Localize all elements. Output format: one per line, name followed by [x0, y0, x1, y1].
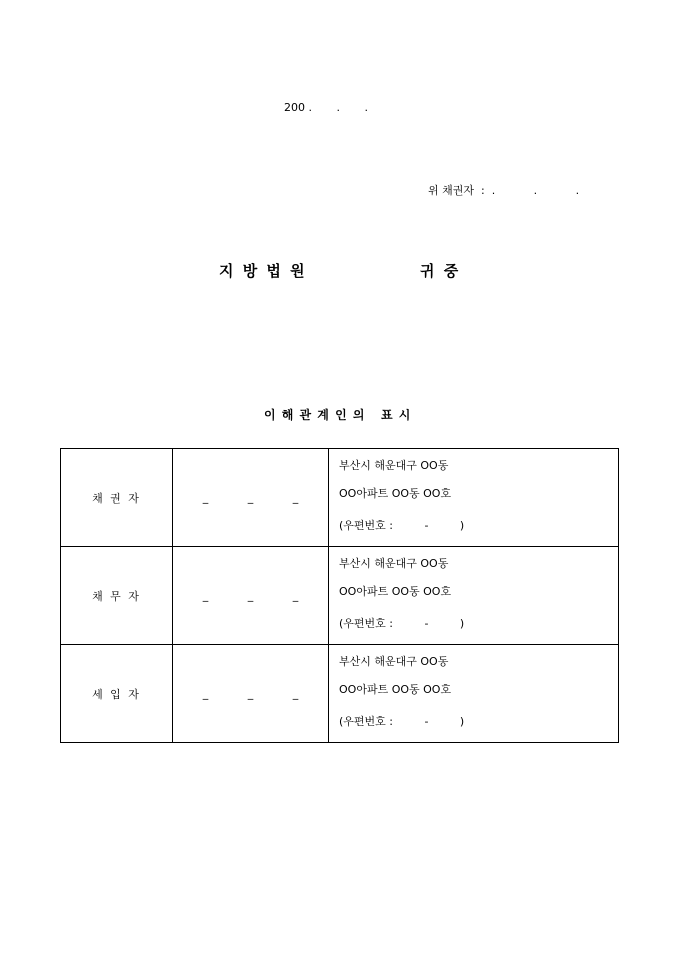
id-number-placeholder: [183, 687, 318, 700]
id-dash: _: [247, 491, 254, 504]
address-line1: 부산시 해운대구 OO동: [339, 458, 449, 472]
postal-code-line: (우편번호 : - ): [339, 714, 465, 728]
address-cell: [329, 547, 619, 645]
address-line2: OO아파트 OO동 OO호: [339, 682, 452, 696]
id-dash: _: [292, 589, 299, 602]
id-number-cell: [173, 645, 329, 743]
address-line1: 부산시 해운대구 OO동: [339, 654, 449, 668]
id-number-placeholder: [183, 589, 318, 602]
role-label: 채 무 자: [92, 589, 141, 603]
role-cell: [61, 449, 173, 547]
id-dash: _: [292, 687, 299, 700]
postal-code-line: (우편번호 : - ): [339, 518, 465, 532]
role-cell: [61, 547, 173, 645]
address-line1: 부산시 해운대구 OO동: [339, 556, 449, 570]
interested-parties-table: [60, 448, 619, 743]
address-line2: OO아파트 OO동 OO호: [339, 486, 452, 500]
postal-code-line: (우편번호 : - ): [339, 616, 465, 630]
creditor-signature-line: 위 채권자 : . . .: [428, 184, 580, 197]
role-label: 세 입 자: [92, 687, 141, 701]
id-dash: _: [202, 589, 209, 602]
id-dash: _: [292, 491, 299, 504]
id-dash: _: [202, 687, 209, 700]
role-label: 채 권 자: [92, 491, 141, 505]
id-number-placeholder: [183, 491, 318, 504]
id-number-cell: [173, 449, 329, 547]
table-row-creditor: [61, 449, 619, 547]
table-row-debtor: [61, 547, 619, 645]
role-cell: [61, 645, 173, 743]
table-row-tenant: [61, 645, 619, 743]
id-number-cell: [173, 547, 329, 645]
id-dash: _: [202, 491, 209, 504]
address-cell: [329, 645, 619, 743]
court-addressee-suffix: 귀 중: [420, 262, 461, 280]
court-name: 지 방 법 원: [219, 262, 307, 280]
section-title: 이 해 관 계 인 의 표 시: [264, 408, 412, 422]
id-dash: _: [247, 589, 254, 602]
address-line2: OO아파트 OO동 OO호: [339, 584, 452, 598]
id-dash: _: [247, 687, 254, 700]
date-line: 200 . . .: [284, 101, 368, 114]
address-cell: [329, 449, 619, 547]
